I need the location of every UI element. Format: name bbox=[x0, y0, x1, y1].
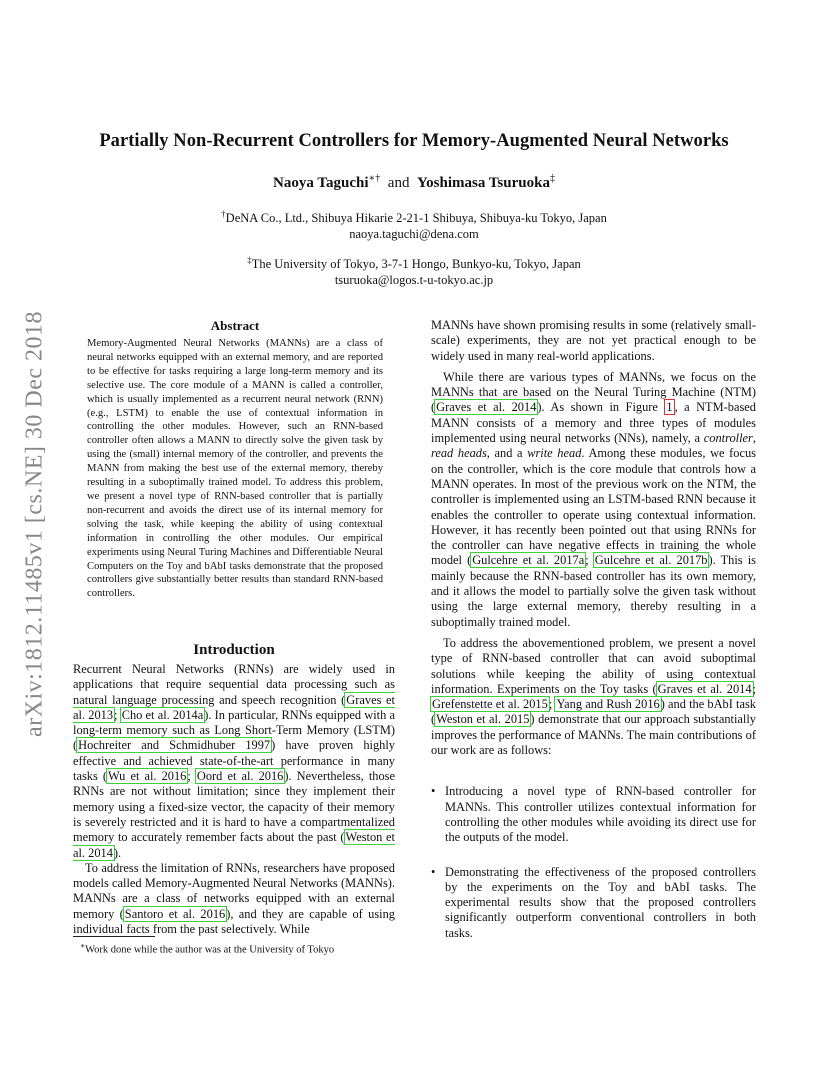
affiliation-address: DeNA Co., Ltd., Shibuya Hikarie 2-21-1 Shibuya, Shibuya-ku Tokyo, Japan bbox=[225, 211, 607, 226]
emphasis: write head bbox=[527, 446, 582, 461]
paragraph: MANNs have shown promising results in some (relatively small-scale) experiments, they are not yet practical enough to be widely used in many real-world applications. bbox=[431, 318, 756, 363]
paragraph bbox=[73, 662, 395, 861]
citation-link[interactable]: Graves et al. 2014 bbox=[436, 400, 537, 415]
text-run: ) demonstrate that our approach substantially improves the performance of MANNs. The main contributions of our work are as follows: bbox=[431, 712, 756, 758]
text-run: To address the abovementioned problem, we present a novel type of RNN-based controller that can avoid suboptimal solutions while keeping the ability of using contextual information. Experiments on the Toy tasks ( bbox=[431, 635, 756, 696]
citation-link[interactable]: Gulcehre et al. 2017b bbox=[594, 553, 708, 568]
text-run: ). In particular, RNNs equipped with a long-term memory such as Long Short-Term Memory (LSTM) ( bbox=[73, 707, 395, 753]
text-run: While there are various types of MANNs, we focus on the MANNs that are based on the Neural Turing Machine (NTM) ( bbox=[431, 369, 756, 415]
author-1-marks: ∗† bbox=[368, 173, 381, 184]
affiliation-tokyo bbox=[0, 252, 828, 288]
paragraph bbox=[431, 370, 756, 630]
footnote-text: Work done while the author was at the University of Tokyo bbox=[85, 944, 335, 956]
affiliation-email: tsuruoka@logos.t-u-tokyo.ac.jp bbox=[334, 273, 494, 288]
affiliation-mark: ‡ bbox=[247, 255, 252, 265]
emphasis: read heads bbox=[431, 446, 487, 461]
text-run: Recurrent Neural Networks (RNNs) are widely used in applications that require sequential data processing such as natural language processing and speech recognition ( bbox=[73, 662, 395, 707]
citation-link[interactable]: Cho et al. 2014a bbox=[121, 707, 204, 722]
arxiv-identifier-text: arXiv:1812.11485v1 [cs.NE] 30 Dec 2018 bbox=[21, 310, 48, 738]
text-run: ; bbox=[548, 697, 556, 712]
bullet-icon: • bbox=[431, 784, 436, 799]
affiliation-email: naoya.taguchi@dena.com bbox=[349, 227, 479, 242]
text-run: ; bbox=[114, 707, 121, 722]
list-item bbox=[431, 865, 756, 941]
text-run: , a NTM-based MANN consists of a memory and three types of modules implemented using neural networks (NNs), namely, a bbox=[431, 400, 756, 446]
text-run: ; bbox=[585, 553, 594, 568]
introduction-body bbox=[73, 662, 395, 937]
list-item bbox=[431, 784, 756, 845]
text-run: ). This is mainly because the RNN-based controller has its own memory, and it allows the model to partially solve the given task without using the large external memory, thereby resulting in a suboptimally trained model. bbox=[431, 553, 756, 629]
text-run: , bbox=[752, 431, 756, 446]
paragraph bbox=[431, 636, 756, 758]
affiliation-mark: † bbox=[221, 209, 226, 219]
author-conjunction: and bbox=[387, 175, 410, 191]
citation-link[interactable]: Yang and Rush 2016 bbox=[556, 697, 660, 712]
arxiv-identifier-stamp bbox=[22, 284, 48, 764]
citation-link[interactable]: Weston et al. 2014 bbox=[73, 830, 395, 860]
citation-link[interactable]: Wu et al. 2016 bbox=[107, 769, 187, 784]
citation-link[interactable]: Grefenstette et al. 2015 bbox=[432, 697, 548, 712]
author-2-name: Yoshimasa Tsuruoka bbox=[416, 175, 550, 191]
abstract-heading: Abstract bbox=[210, 318, 260, 333]
text-run: ). As shown in Figure bbox=[537, 400, 665, 415]
citation-link[interactable]: Weston et al. 2015 bbox=[436, 712, 530, 727]
text-run: To address the limitation of RNNs, researchers have proposed models called Memory-Augmented Neural Networks (MANNs). MANNs are a class of networks equipped with an external memory ( bbox=[73, 860, 395, 921]
list-item-text: Demonstrating the effectiveness of the proposed controllers by the experiments on the Toy and bAbI tasks. The experimental results show that the proposed controllers significantly outperform conventional controllers in both tasks. bbox=[445, 864, 756, 940]
citation-link[interactable]: Gulcehre et al. 2017a bbox=[472, 553, 585, 568]
figure-reference-link[interactable]: 1 bbox=[666, 400, 673, 415]
citation-link[interactable]: Hochreiter and Schmidhuber 1997 bbox=[78, 738, 271, 753]
list-item-text: Introducing a novel type of RNN-based controller for MANNs. This controller utilizes contextual information for controlling the other modules while avoiding its direct use for the outputs of the model. bbox=[445, 784, 756, 845]
contributions-list bbox=[431, 784, 756, 941]
text-run: ; bbox=[752, 681, 756, 696]
affiliation-address: The University of Tokyo, 3-7-1 Hongo, Bunkyo-ku, Tokyo, Japan bbox=[251, 257, 581, 272]
footnote-mark: ∗ bbox=[80, 941, 86, 950]
emphasis: controller bbox=[703, 431, 753, 446]
author-line bbox=[0, 173, 828, 192]
text-run: ). bbox=[113, 845, 122, 860]
author-1-name: Naoya Taguchi bbox=[273, 175, 369, 191]
text-run: , and a bbox=[486, 446, 528, 461]
text-run: ). Nevertheless, those RNNs are not without limitation; since they implement their memory using a fixed-size vector, the capacity of their memory is severely restricted and it is hard to have a compartmentalized memory to accurately remember facts about the past ( bbox=[73, 769, 395, 845]
text-run: . Among these modules, we focus on the controller, which is the core module that controls how a MANN operates. In most of the previous work on the NTM, the controller is implemented using an LSTM-based RNN because it enables the controller to operate using contextual information. However, it has recently been pointed out that using RNNs for the controller can have negative effects in training the whole model ( bbox=[431, 446, 757, 568]
abstract-body: Memory-Augmented Neural Networks (MANNs) are a class of neural networks equipped with an external memory, and are reported to be effective for tasks requiring a large long-term memory and its selective use. The core module of a MANN is called a controller, which is usually implemented as a recurrent neural network (RNN) (e.g., LSTM) to enable the use of contextual information in controlling the other modules. However, such an RNN-based controller often allows a MANN to directly solve the given task by using the (small) internal memory of the controller, and prevents the MANN from making the best use of the external memory, thereby resulting in a suboptimally trained model. To address this problem, we present a novel type of RNN-based controller that is partially non-recurrent and avoids the direct use of its internal memory for solving the task, while keeping the ability of using contextual information in controlling the other modules. Our empirical experiments using Neural Turing Machines and Differentiable Neural Computers on the Toy and bAbI tasks demonstrate that the proposed controllers give substantially better results than standard RNN-based controllers. bbox=[87, 338, 383, 600]
text-run: ) have proven highly effective and achieved state-of-the-art performance in many tasks ( bbox=[73, 738, 395, 784]
right-column-body bbox=[431, 318, 756, 960]
footnote-divider bbox=[73, 936, 155, 937]
citation-link[interactable]: Santoro et al. 2016 bbox=[124, 906, 226, 921]
bullet-icon: • bbox=[431, 864, 436, 879]
text-run: ) and the bAbI task ( bbox=[431, 697, 756, 727]
paper-title: Partially Non-Recurrent Controllers for Memory-Augmented Neural Networks bbox=[99, 131, 729, 151]
citation-link[interactable]: Graves et al. 2014 bbox=[657, 681, 752, 696]
footnote bbox=[80, 939, 400, 957]
citation-link[interactable]: Oord et al. 2016 bbox=[196, 769, 284, 784]
text-run: ), and they are capable of using individual facts from the past selectively. While bbox=[73, 906, 395, 937]
paragraph bbox=[73, 861, 395, 937]
introduction-heading: Introduction bbox=[193, 642, 275, 658]
author-2-marks: ‡ bbox=[549, 173, 555, 184]
affiliation-dena bbox=[0, 206, 828, 242]
text-run: ; bbox=[187, 769, 196, 784]
citation-link[interactable]: Graves et al. 2013 bbox=[73, 692, 395, 722]
